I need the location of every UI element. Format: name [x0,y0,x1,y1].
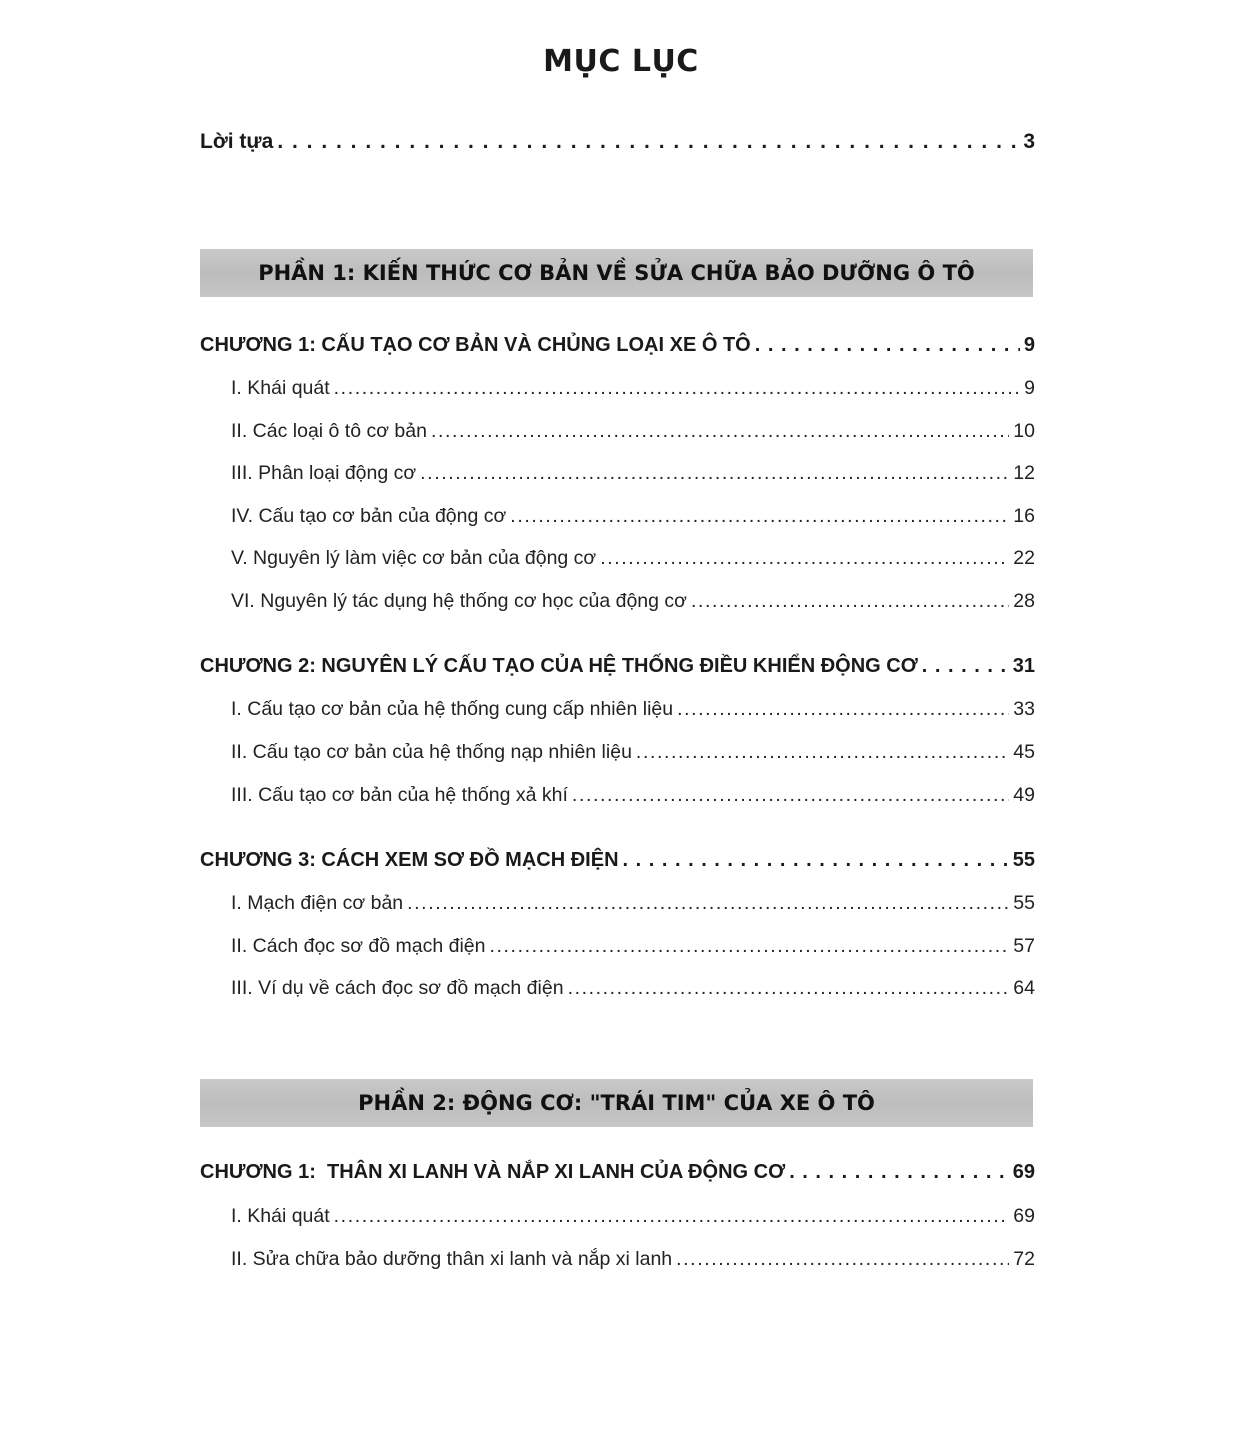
toc-page-number: 69 [1012,1161,1035,1183]
dot-leader [636,741,1009,764]
toc-chapter-1[interactable] [200,1161,1035,1184]
dot-leader [334,1205,1010,1228]
toc-section[interactable] [231,590,1035,613]
part-2-header: PHẦN 2: ĐỘNG CƠ: "TRÁI TIM" CỦA XE Ô TÔ [200,1079,1033,1127]
toc-section-label: III. Phân loại động cơ [231,462,417,484]
toc-section-label: II. Các loại ô tô cơ bản [231,420,427,442]
toc-page-number: 9 [1024,377,1035,399]
toc-page-number: 33 [1013,698,1035,720]
toc-section-label: II. Cách đọc sơ đồ mạch điện [231,935,486,957]
toc-section[interactable] [231,1205,1035,1228]
toc-section-label: I. Khái quát [231,377,330,399]
toc-section[interactable] [231,892,1035,915]
toc-section[interactable] [231,420,1035,443]
dot-leader [789,1161,1009,1184]
toc-section[interactable] [231,1248,1035,1271]
toc-chapter-label: CHƯƠNG 2: NGUYÊN LÝ CẤU TẠO CỦA HỆ THỐNG ĐIỀU KHIỂN ĐỘNG CƠ [200,655,918,677]
part-1-header: PHẦN 1: KIẾN THỨC CƠ BẢN VỀ SỬA CHỮA BẢO DƯỠNG Ô TÔ [200,249,1033,297]
toc-chapter-3[interactable] [200,849,1035,872]
toc-page-number: 55 [1012,849,1035,871]
toc-section[interactable] [231,784,1035,807]
toc-entry-preface[interactable] [200,130,1035,154]
toc-page-number: 31 [1012,655,1035,677]
toc-chapter-label: CHƯƠNG 1: CẤU TẠO CƠ BẢN VÀ CHỦNG LOẠI XE Ô TÔ [200,334,751,356]
toc-section[interactable] [231,698,1035,721]
toc-page-number: 49 [1013,784,1035,806]
toc-page-number: 55 [1013,892,1035,914]
toc-section-label: III. Ví dụ về cách đọc sơ đồ mạch điện [231,977,564,999]
toc-page-number: 72 [1013,1248,1035,1270]
toc-entry-label: Lời tựa [200,130,274,153]
dot-leader [407,892,1009,915]
dot-leader [676,1248,1009,1271]
toc-section[interactable] [231,462,1035,485]
dot-leader [334,377,1020,400]
toc-chapter-label: CHƯƠNG 1: THÂN XI LANH VÀ NẮP XI LANH CỦA ĐỘNG CƠ [200,1161,786,1183]
dot-leader [420,462,1009,485]
toc-section[interactable] [231,377,1035,400]
dot-leader [922,655,1009,678]
toc-chapter-2[interactable] [200,655,1035,678]
dot-leader [568,977,1010,1000]
toc-section-label: I. Cấu tạo cơ bản của hệ thống cung cấp nhiên liệu [231,698,674,720]
dot-leader [677,698,1009,721]
toc-page-number: 9 [1023,334,1035,356]
toc-section[interactable] [231,505,1035,528]
dot-leader [510,505,1009,528]
toc-chapter-1[interactable] [200,334,1035,357]
page-title: MỤC LỤC [543,44,699,79]
toc-page-number: 57 [1013,935,1035,957]
toc-page-number: 3 [1023,130,1035,153]
toc-page-number: 22 [1013,547,1035,569]
toc-section-label: III. Cấu tạo cơ bản của hệ thống xả khí [231,784,568,806]
toc-page-number: 64 [1013,977,1035,999]
toc-section-label: VI. Nguyên lý tác dụng hệ thống cơ học của động cơ [231,590,687,612]
toc-page-number: 69 [1013,1205,1035,1227]
toc-page-number: 28 [1013,590,1035,612]
toc-section-label: V. Nguyên lý làm việc cơ bản của động cơ [231,547,597,569]
toc-page-number: 12 [1013,462,1035,484]
toc-section-label: I. Mạch điện cơ bản [231,892,404,914]
toc-section[interactable] [231,977,1035,1000]
dot-leader [600,547,1009,570]
dot-leader [431,420,1009,443]
toc-section-label: I. Khái quát [231,1205,330,1227]
toc-section-label: IV. Cấu tạo cơ bản của động cơ [231,505,507,527]
dot-leader [277,130,1019,154]
toc-page-number: 45 [1013,741,1035,763]
toc-chapter-label: CHƯƠNG 3: CÁCH XEM SƠ ĐỒ MẠCH ĐIỆN [200,849,619,871]
toc-page-number: 16 [1013,505,1035,527]
dot-leader [691,590,1009,613]
toc-section-label: II. Cấu tạo cơ bản của hệ thống nạp nhiên liệu [231,741,632,763]
toc-page-number: 10 [1013,420,1035,442]
dot-leader [755,334,1020,357]
toc-section[interactable] [231,935,1035,958]
toc-section[interactable] [231,547,1035,570]
dot-leader [490,935,1010,958]
dot-leader [572,784,1009,807]
toc-section[interactable] [231,741,1035,764]
toc-section-label: II. Sửa chữa bảo dưỡng thân xi lanh và nắp xi lanh [231,1248,673,1270]
dot-leader [623,849,1009,872]
